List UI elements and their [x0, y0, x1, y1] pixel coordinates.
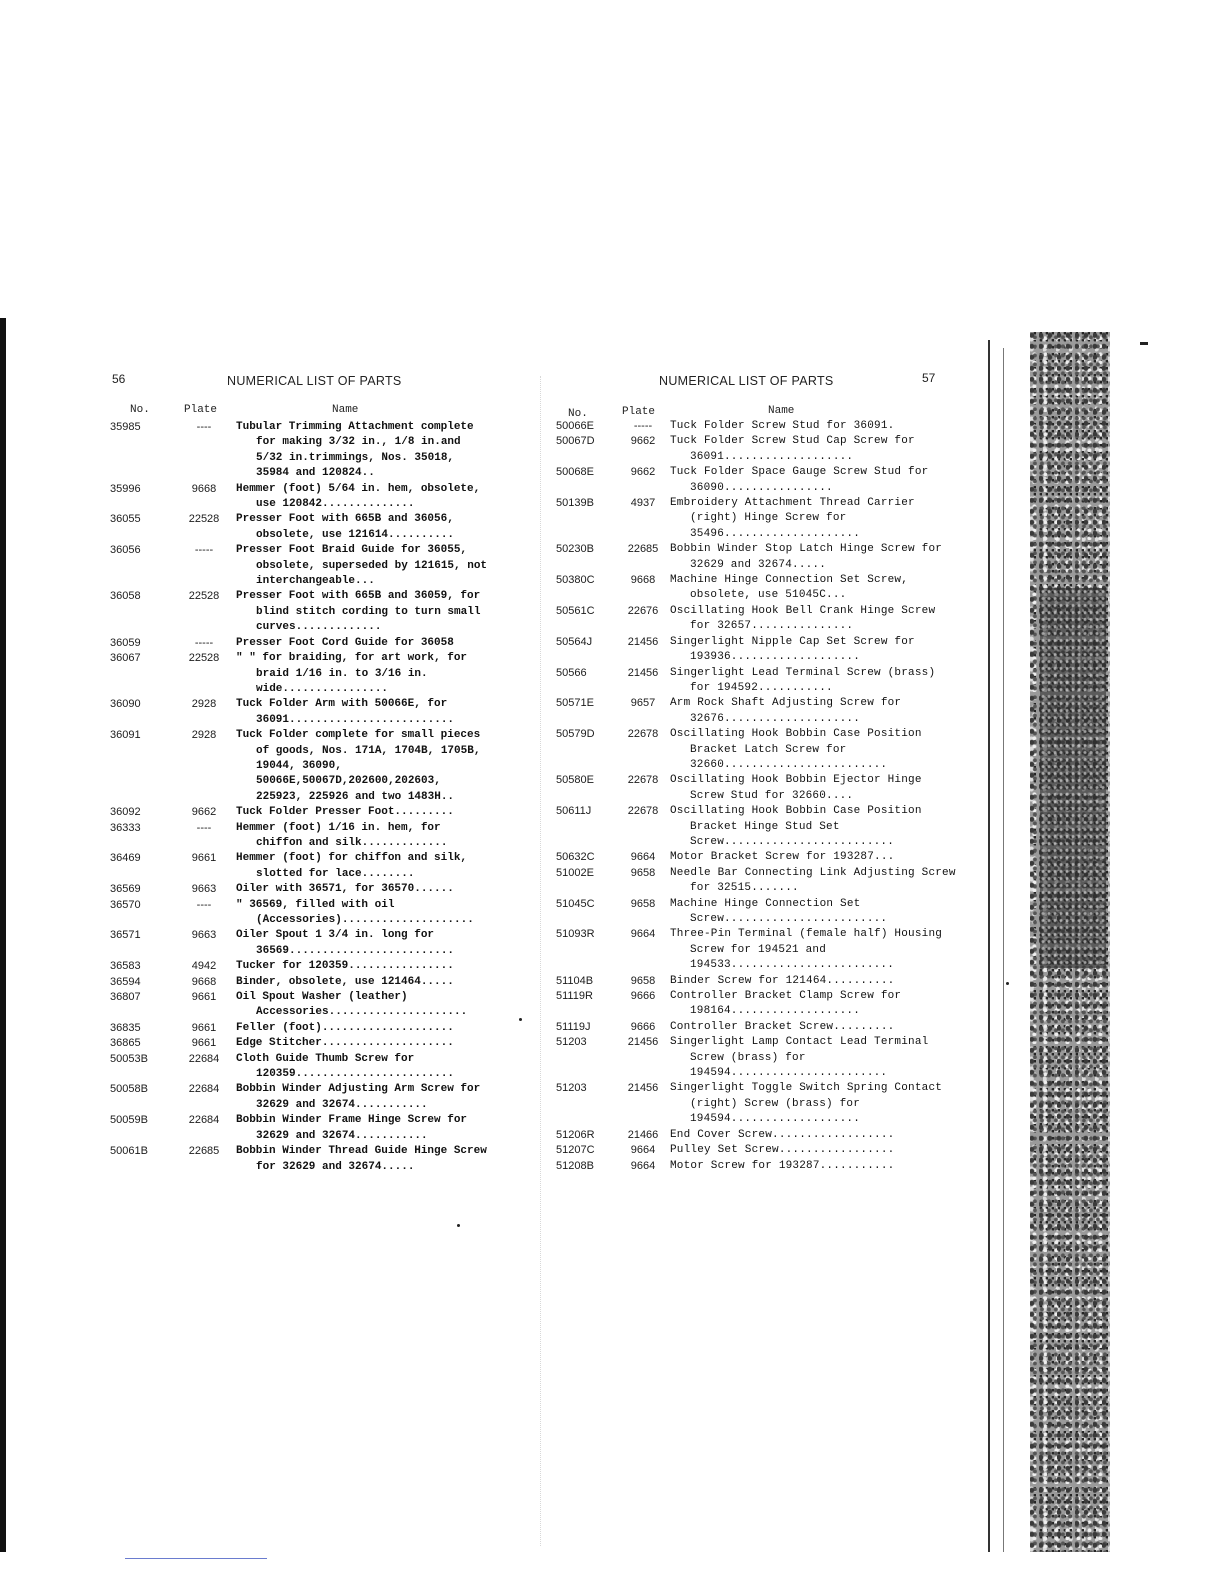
plate-number: 9668: [191, 482, 217, 495]
plate-number: 22678: [627, 805, 659, 818]
part-name: Tubular Trimming Attachment complete for making 3/32 in., 1/8 in.and 5/32 in.trimmings, Nos. 35018, 35984 and 120824..: [236, 421, 474, 480]
part-name: Singerlight Lamp Contact Lead Terminal Screw (brass) for 194594.......................: [670, 1036, 929, 1080]
parts-list-left: [110, 420, 490, 1175]
plate-number: 4937: [630, 497, 656, 510]
part-name: " 36569, filled with oil (Accessories)....................: [236, 898, 474, 926]
part-number: 51203: [556, 1036, 587, 1049]
plate-number: ----: [196, 421, 212, 433]
parts-row: [556, 1143, 956, 1158]
parts-row: [110, 928, 490, 959]
part-number: 50611J: [556, 805, 592, 818]
parts-row: [110, 1144, 490, 1175]
part-number: 51045C: [556, 897, 595, 910]
part-name: Oscillating Hook Bobbin Case Position Bracket Hinge Stud Set Screw.........................: [670, 805, 922, 848]
plate-number: 21456: [627, 1036, 659, 1049]
part-name: Machine Hinge Connection Set Screw, obsolete, use 51045C...: [670, 574, 909, 602]
plate-number: 9662: [630, 435, 656, 448]
plate-number: 21466: [627, 1128, 659, 1141]
parts-row: [110, 1052, 490, 1083]
parts-row: [556, 1081, 956, 1127]
column-header-no: No.: [130, 404, 150, 416]
plate-number: ----: [196, 898, 212, 911]
part-name: Machine Hinge Connection Set Screw........................: [670, 897, 888, 925]
part-name: Tuck Folder Space Gauge Screw Stud for 36090................: [670, 466, 929, 494]
part-number: 50580E: [556, 774, 594, 787]
plate-number: 9658: [630, 974, 656, 987]
part-name: Tuck Folder Presser Foot.........: [236, 806, 454, 819]
parts-row: [556, 496, 956, 542]
part-number: 51203: [556, 1082, 587, 1095]
parts-row: [556, 696, 956, 727]
stray-mark: [519, 1018, 522, 1021]
part-number: 50564J: [556, 635, 593, 648]
part-number: 50058B: [110, 1083, 148, 1096]
part-number: 51207C: [556, 1144, 595, 1157]
part-name: Hemmer (foot) for chiffon and silk, slotted for lace........: [236, 852, 468, 880]
parts-row: [110, 990, 490, 1021]
plate-number: 21456: [627, 666, 659, 679]
parts-row: [556, 635, 956, 666]
parts-row: [556, 1020, 956, 1035]
part-name: Cloth Guide Thumb Screw for 120359........................: [236, 1052, 455, 1081]
part-number: 36090: [110, 698, 141, 711]
part-name: Singerlight Nipple Cap Set Screw for 193936...................: [670, 635, 915, 664]
plate-number: 9662: [191, 806, 217, 819]
column-header-plate: Plate: [622, 406, 656, 418]
book-spread: [0, 318, 1224, 1552]
plate-number: 2928: [191, 729, 217, 742]
part-number: 36570: [110, 898, 141, 911]
plate-number: 9666: [630, 1020, 656, 1033]
part-name: Oscillating Hook Bobbin Ejector Hinge Screw Stud for 32660....: [670, 774, 922, 802]
parts-row: [556, 666, 956, 697]
plate-number: 22685: [627, 543, 659, 556]
plate-number: ----: [196, 821, 212, 834]
part-name: Bobbin Winder Stop Latch Hinge Screw for 32629 and 32674.....: [670, 543, 943, 571]
parts-row: [110, 821, 490, 852]
plate-number: 9663: [191, 883, 217, 896]
parts-row: [556, 974, 956, 989]
parts-row: [110, 959, 490, 974]
parts-row: [556, 773, 956, 804]
plate-number: 22684: [188, 1114, 220, 1127]
binding-fold-line: [988, 340, 990, 1552]
parts-row: [110, 512, 490, 543]
part-number: 50230B: [556, 543, 594, 556]
parts-row: [556, 573, 956, 604]
plate-number: 9664: [630, 1144, 656, 1157]
plate-number: 21456: [627, 635, 659, 648]
parts-row: [556, 419, 956, 434]
parts-row: [110, 636, 490, 651]
plate-number: 9663: [191, 929, 217, 942]
part-name: Controller Bracket Screw.........: [670, 1020, 895, 1033]
plate-number: 22528: [188, 652, 220, 665]
part-number: 36056: [110, 544, 141, 557]
parts-row: [110, 728, 490, 805]
running-head: NUMERICAL LIST OF PARTS: [227, 374, 402, 388]
part-number: 51206R: [556, 1128, 595, 1141]
plate-number: 22678: [627, 774, 659, 787]
part-name: Tuck Folder Screw Stud for 36091.: [670, 420, 895, 432]
parts-row: [556, 804, 956, 850]
part-name: Oiler with 36571, for 36570......: [236, 883, 454, 896]
part-number: 36333: [110, 821, 141, 834]
plate-number: 9668: [630, 574, 656, 587]
part-number: 50579D: [556, 728, 595, 741]
part-number: 51119R: [556, 990, 593, 1003]
part-number: 50380C: [556, 574, 595, 587]
parts-row: [110, 851, 490, 882]
page-gutter: [540, 376, 542, 1546]
cover-edge-shadow: [1040, 588, 1106, 968]
part-name: Binder Screw for 121464..........: [670, 974, 895, 987]
part-number: 50139B: [556, 497, 594, 510]
part-number: 36067: [110, 652, 141, 665]
part-name: Presser Foot with 665B and 36059, for blind stitch cording to turn small curves.............: [236, 590, 481, 634]
plate-number: 9668: [191, 975, 217, 988]
parts-row: [556, 927, 956, 973]
part-name: Three-Pin Terminal (female half) Housing Screw for 194521 and 194533........................: [670, 928, 943, 972]
plate-number: -----: [633, 420, 653, 432]
part-number: 36092: [110, 806, 141, 819]
parts-row: [110, 697, 490, 728]
parts-row: [110, 651, 490, 697]
parts-row: [556, 465, 956, 496]
parts-row: [110, 898, 490, 929]
part-number: 51119J: [556, 1020, 591, 1033]
part-number: 50571E: [556, 697, 594, 710]
parts-row: [556, 989, 956, 1020]
binding-fold-line-inner: [1003, 348, 1004, 1552]
part-name: Embroidery Attachment Thread Carrier (right) Hinge Screw for 35496....................: [670, 497, 915, 540]
part-name: Motor Bracket Screw for 193287...: [670, 851, 895, 864]
part-name: Binder, obsolete, use 121464.....: [236, 975, 454, 988]
part-name: " " for braiding, for art work, for braid 1/16 in. to 3/16 in. wide................: [236, 652, 468, 695]
part-number: 36583: [110, 960, 141, 973]
plate-number: 9664: [630, 928, 656, 941]
parts-row: [110, 420, 490, 482]
scan-mark: [1140, 342, 1148, 345]
part-name: Singerlight Toggle Switch Spring Contact (right) Screw (brass) for 194594...................: [670, 1082, 943, 1126]
parts-row: [556, 604, 956, 635]
part-name: Tucker for 120359................: [236, 960, 454, 973]
parts-row: [110, 1082, 490, 1113]
column-header-no: No.: [568, 408, 588, 420]
part-number: 51093R: [556, 928, 595, 941]
part-number: 50059B: [110, 1114, 148, 1127]
parts-row: [110, 482, 490, 513]
parts-list-right: [556, 419, 956, 1174]
plate-number: 22684: [188, 1083, 220, 1096]
plate-number: 22528: [188, 513, 220, 526]
part-name: Edge Stitcher....................: [236, 1037, 454, 1050]
plate-number: 9662: [630, 466, 656, 479]
plate-number: 22684: [188, 1052, 220, 1065]
parts-row: [556, 434, 956, 465]
part-name: End Cover Screw..................: [670, 1128, 895, 1141]
parts-row: [110, 882, 490, 897]
plate-number: -----: [194, 544, 214, 557]
part-number: 36835: [110, 1021, 141, 1034]
part-name: Tuck Folder complete for small pieces of goods, Nos. 171A, 1704B, 1705B, 19044, 36090, 50066E,50067D,202600,202603, 225923, 225926 and two 1483H..: [236, 729, 481, 803]
parts-row: [556, 542, 956, 573]
plate-number: 2928: [191, 698, 217, 711]
part-number: 51104B: [556, 974, 594, 987]
column-header-name: Name: [768, 405, 795, 417]
part-name: Hemmer (foot) 5/64 in. hem, obsolete, use 120842..............: [236, 482, 481, 511]
parts-row: [110, 1036, 490, 1051]
part-number: 35985: [110, 421, 141, 433]
part-number: 36059: [110, 636, 141, 649]
part-number: 36469: [110, 852, 141, 865]
part-name: Controller Bracket Clamp Screw for 198164...................: [670, 990, 902, 1018]
part-name: Hemmer (foot) 1/16 in. hem, for chiffon and silk.............: [236, 821, 448, 849]
column-header-name: Name: [332, 404, 359, 416]
stray-mark: [1006, 982, 1009, 985]
part-number: 36055: [110, 513, 141, 526]
part-name: Presser Foot Braid Guide for 36055, obsolete, superseded by 121615, not interchangeable...: [236, 544, 488, 588]
plate-number: 4942: [191, 960, 217, 973]
part-number: 36091: [110, 729, 141, 742]
part-name: Oscillating Hook Bell Crank Hinge Screw for 32657...............: [670, 604, 936, 633]
parts-row: [110, 1021, 490, 1036]
part-number: 35996: [110, 482, 141, 495]
part-name: Feller (foot)....................: [236, 1021, 454, 1034]
running-head: NUMERICAL LIST OF PARTS: [659, 374, 834, 388]
part-name: Oil Spout Washer (leather) Accessories.....................: [236, 991, 468, 1019]
page-bottom-rule: [125, 1558, 267, 1559]
part-number: 50632C: [556, 851, 595, 864]
part-number: 50068E: [556, 466, 594, 479]
scan-edge-left: [0, 318, 6, 1552]
parts-row: [110, 805, 490, 820]
plate-number: 22678: [627, 728, 659, 741]
parts-row: [110, 589, 490, 635]
plate-number: 9658: [630, 866, 656, 879]
part-name: Pulley Set Screw.................: [670, 1144, 895, 1157]
plate-number: 22676: [627, 604, 659, 617]
part-number: 36571: [110, 929, 141, 942]
plate-number: 9664: [630, 1159, 656, 1172]
parts-row: [556, 866, 956, 897]
part-number: 50066E: [556, 420, 594, 432]
parts-row: [556, 727, 956, 773]
part-number: 36058: [110, 590, 141, 603]
plate-number: 9666: [630, 990, 656, 1003]
part-number: 51002E: [556, 866, 594, 879]
plate-number: 9661: [191, 991, 217, 1004]
plate-number: 22685: [188, 1145, 220, 1158]
plate-number: 22528: [188, 590, 220, 603]
part-number: 50061B: [110, 1145, 148, 1158]
part-number: 50561C: [556, 604, 595, 617]
part-name: Bobbin Winder Adjusting Arm Screw for 32629 and 32674...........: [236, 1083, 481, 1111]
part-number: 50053B: [110, 1052, 148, 1065]
plate-number: 9661: [191, 1037, 217, 1050]
parts-row: [556, 850, 956, 865]
plate-number: 9661: [191, 1021, 217, 1034]
parts-row: [556, 1035, 956, 1081]
part-name: Oiler Spout 1 3/4 in. long for 36569.........................: [236, 929, 455, 957]
part-number: 36807: [110, 991, 141, 1004]
parts-row: [556, 1159, 956, 1174]
page-number: 57: [922, 371, 936, 385]
part-name: Presser Foot Cord Guide for 36058: [236, 636, 454, 649]
part-number: 50067D: [556, 435, 595, 448]
page-number: 56: [112, 372, 126, 386]
part-name: Tuck Folder Screw Stud Cap Screw for 36091...................: [670, 435, 915, 463]
part-name: Singerlight Lead Terminal Screw (brass) for 194592...........: [670, 666, 936, 694]
plate-number: 9658: [630, 897, 656, 910]
part-name: Tuck Folder Arm with 50066E, for 36091.........................: [236, 698, 455, 726]
part-number: 36865: [110, 1037, 141, 1050]
part-name: Bobbin Winder Frame Hinge Screw for 32629 and 32674...........: [236, 1114, 468, 1142]
parts-row: [110, 1113, 490, 1144]
part-name: Needle Bar Connecting Link Adjusting Screw for 32515.......: [670, 866, 956, 895]
plate-number: 9664: [630, 851, 656, 864]
part-name: Oscillating Hook Bobbin Case Position Bracket Latch Screw for 32660........................: [670, 728, 922, 771]
column-header-plate: Plate: [184, 404, 218, 416]
plate-number: 9661: [191, 852, 217, 865]
parts-row: [556, 897, 956, 928]
part-number: 36569: [110, 883, 141, 896]
part-number: 50566: [556, 666, 587, 679]
plate-number: -----: [194, 636, 214, 649]
part-number: 51208B: [556, 1159, 594, 1172]
part-name: Arm Rock Shaft Adjusting Screw for 32676....................: [670, 697, 902, 725]
parts-row: [110, 975, 490, 990]
parts-row: [556, 1128, 956, 1143]
plate-number: 9657: [630, 697, 656, 710]
part-name: Motor Screw for 193287...........: [670, 1159, 895, 1172]
parts-row: [110, 543, 490, 589]
part-number: 36594: [110, 975, 141, 988]
part-name: Presser Foot with 665B and 36056, obsolete, use 121614..........: [236, 513, 455, 541]
stray-mark: [457, 1224, 460, 1227]
part-name: Bobbin Winder Thread Guide Hinge Screw for 32629 and 32674.....: [236, 1145, 487, 1173]
plate-number: 21456: [627, 1082, 659, 1095]
